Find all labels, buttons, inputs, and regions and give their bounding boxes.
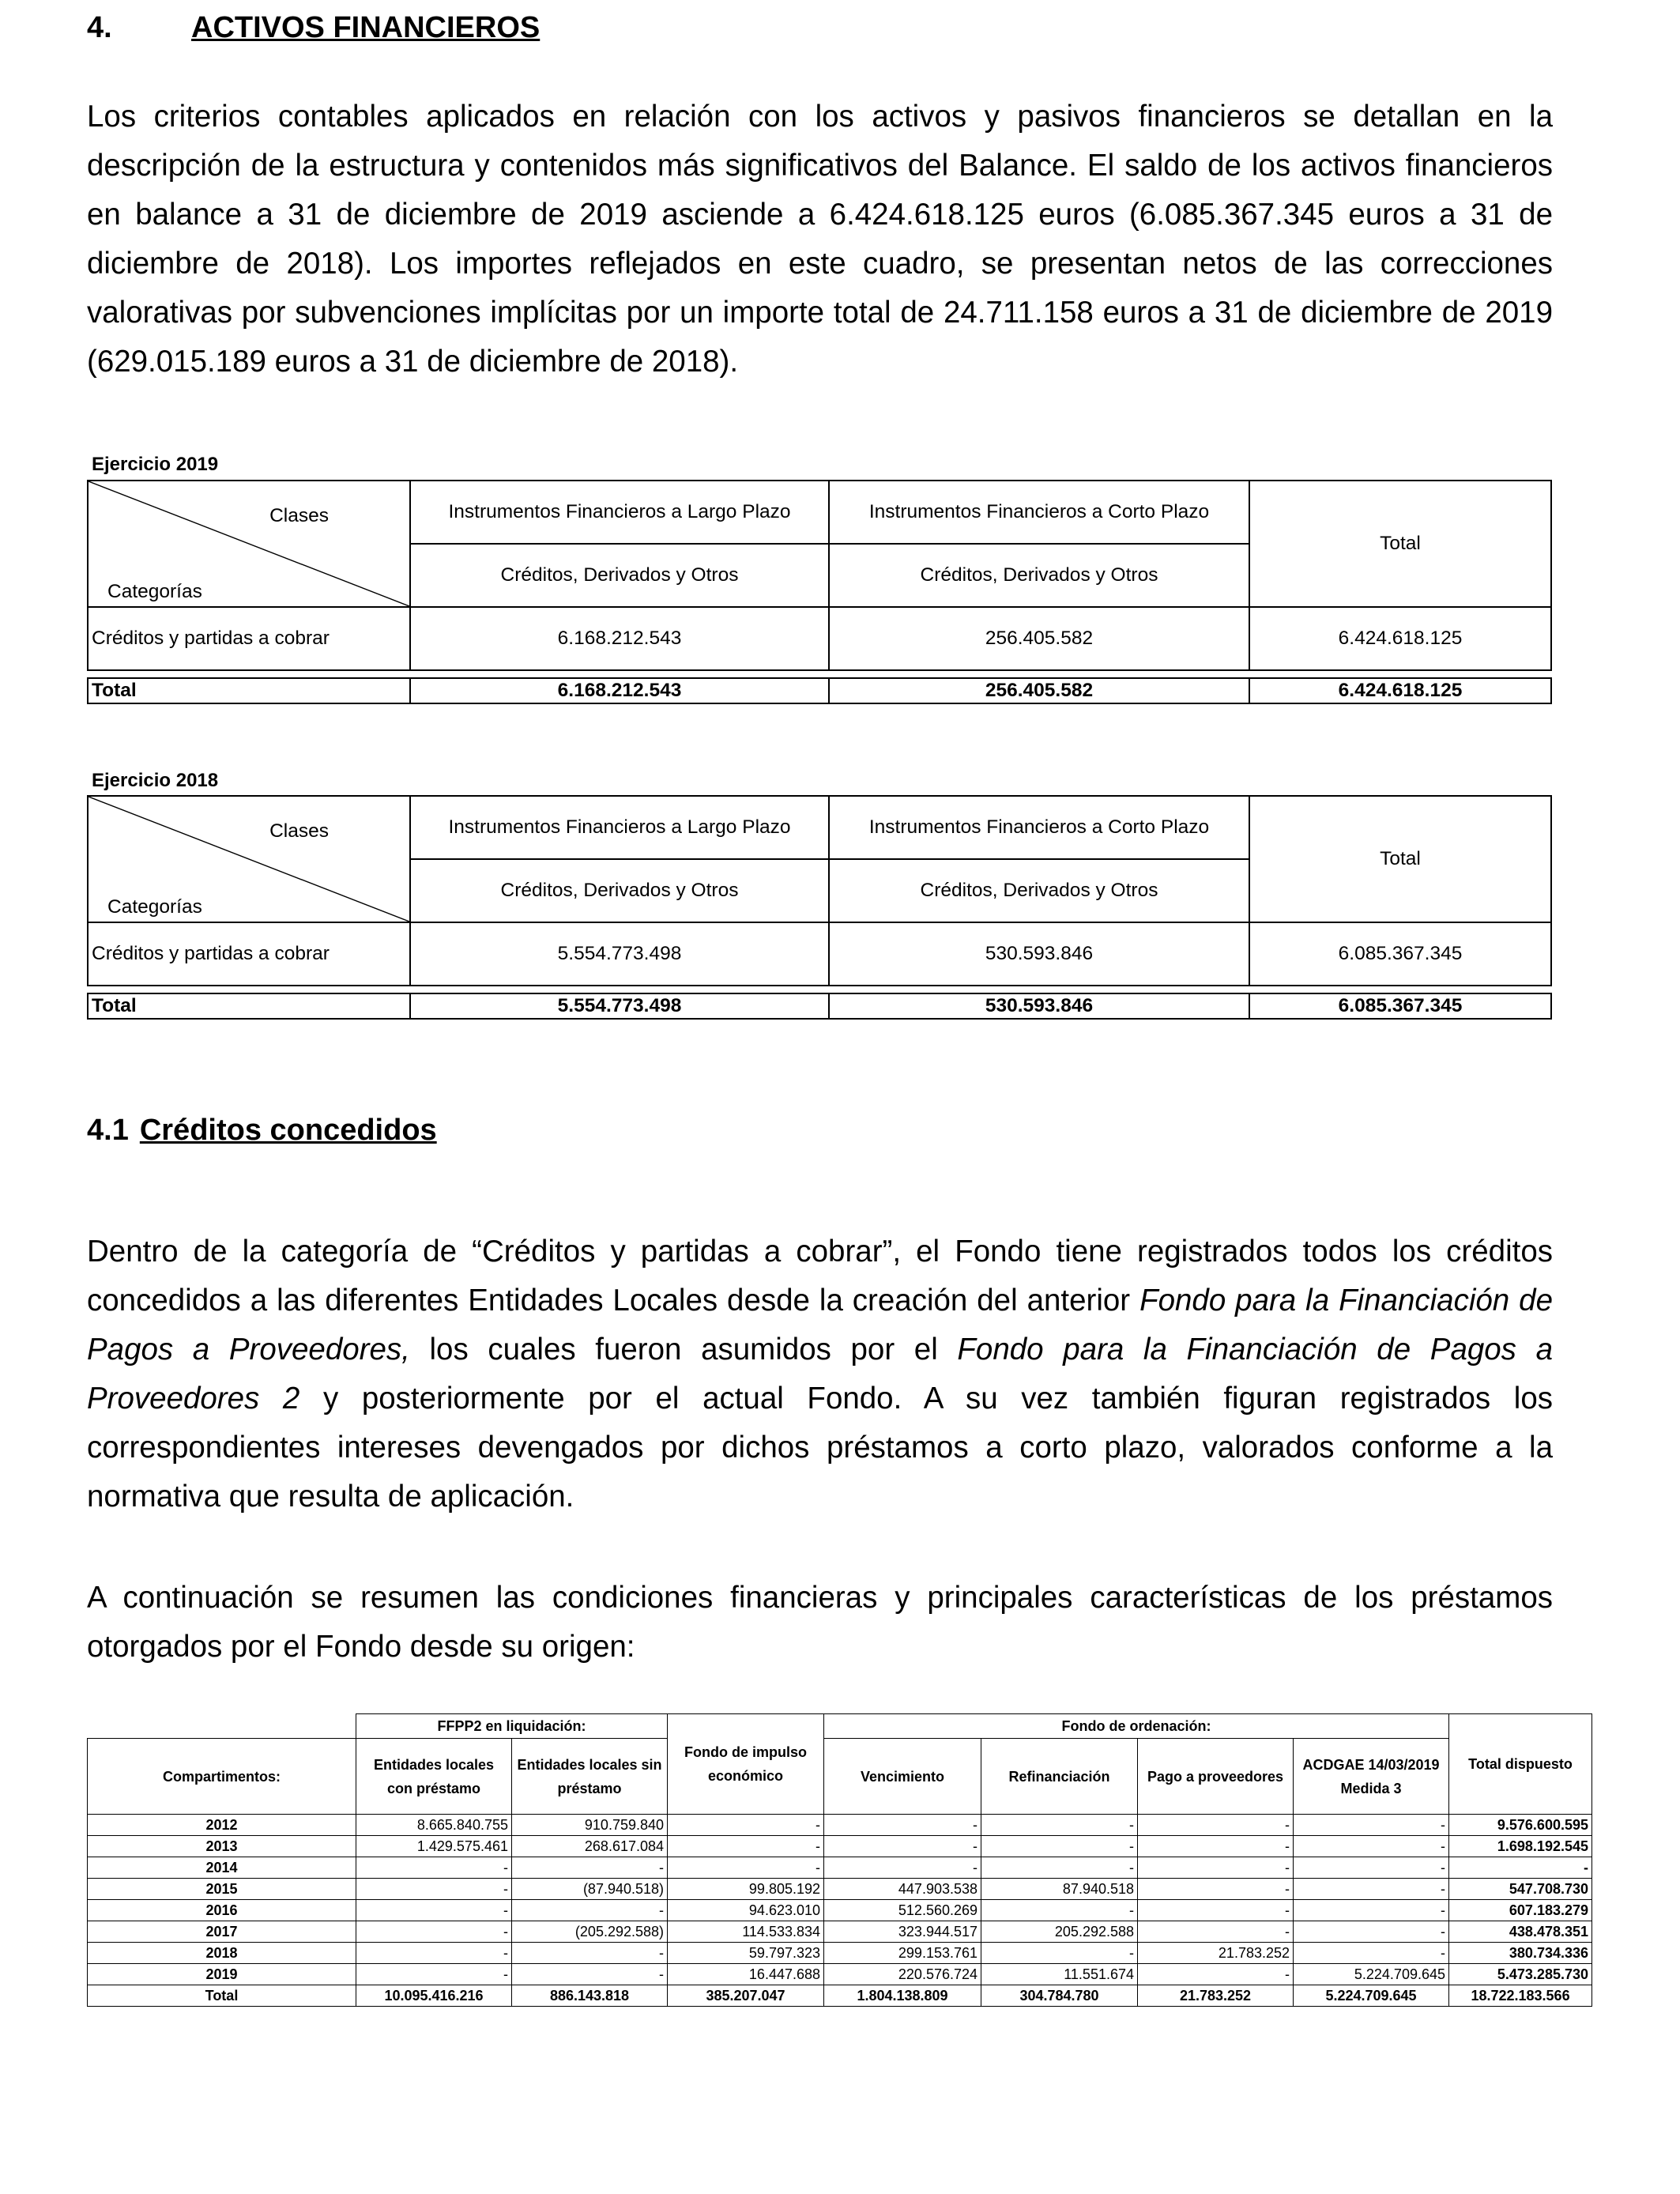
header-total-dispuesto: Total dispuesto bbox=[1449, 1714, 1592, 1815]
summary-paragraph: A continuación se resumen las condiciones financieras y principales características de los préstamos otorgados por el Fondo desde su origen: bbox=[87, 1581, 1553, 1664]
section-number: 4. bbox=[87, 11, 112, 44]
total-corto-plazo: 530.593.846 bbox=[829, 993, 1249, 1019]
cell-con: 8.665.840.755 bbox=[356, 1815, 512, 1836]
table-row bbox=[88, 607, 1551, 670]
cell-ref: - bbox=[981, 1857, 1138, 1879]
cell-sin: - bbox=[512, 1964, 668, 1985]
col-total: Total bbox=[1249, 481, 1551, 607]
cell-sin: (205.292.588) bbox=[512, 1921, 668, 1943]
cell-ven: 512.560.269 bbox=[824, 1900, 981, 1921]
cell-con: 1.429.575.461 bbox=[356, 1836, 512, 1857]
row-year: 2012 bbox=[88, 1815, 356, 1836]
total-pago-proveedores: 21.783.252 bbox=[1138, 1985, 1294, 2007]
total-impulso: 385.207.047 bbox=[668, 1985, 824, 2007]
total-total: 6.085.367.345 bbox=[1249, 993, 1551, 1019]
header-diagonal-cell bbox=[88, 796, 410, 922]
row-year: 2014 bbox=[88, 1857, 356, 1879]
loans-table bbox=[87, 1713, 1592, 2007]
cell-pago: - bbox=[1138, 1836, 1294, 1857]
sub-largo-plazo: Créditos, Derivados y Otros bbox=[410, 859, 829, 922]
total-vencimiento: 1.804.138.809 bbox=[824, 1985, 981, 2007]
cell-imp: 94.623.010 bbox=[668, 1900, 824, 1921]
cell-corto-plazo: 256.405.582 bbox=[829, 607, 1249, 670]
cell-imp: - bbox=[668, 1815, 824, 1836]
total-corto-plazo: 256.405.582 bbox=[829, 678, 1249, 703]
column-header-row bbox=[88, 1739, 1592, 1815]
cell-acd: 5.224.709.645 bbox=[1294, 1964, 1449, 1985]
cell-ref: 87.940.518 bbox=[981, 1879, 1138, 1900]
table-row bbox=[88, 1921, 1592, 1943]
subsection-heading bbox=[87, 1114, 437, 1148]
header-sin-prestamo: Entidades locales sin préstamo bbox=[512, 1739, 668, 1815]
loans-total-row bbox=[88, 1985, 1592, 2007]
cell-acd: - bbox=[1294, 1879, 1449, 1900]
total-sin-prestamo: 886.143.818 bbox=[512, 1985, 668, 2007]
cell-imp: 99.805.192 bbox=[668, 1879, 824, 1900]
sub-corto-plazo: Créditos, Derivados y Otros bbox=[829, 544, 1249, 607]
row-year: 2016 bbox=[88, 1900, 356, 1921]
cell-tot: 547.708.730 bbox=[1449, 1879, 1592, 1900]
cell-con: - bbox=[356, 1964, 512, 1985]
cell-acd: - bbox=[1294, 1836, 1449, 1857]
clases-label: Clases bbox=[269, 505, 329, 526]
row-year: 2017 bbox=[88, 1921, 356, 1943]
cell-pago: - bbox=[1138, 1964, 1294, 1985]
table-row bbox=[88, 922, 1551, 986]
cell-imp: 16.447.688 bbox=[668, 1964, 824, 1985]
row-year: 2015 bbox=[88, 1879, 356, 1900]
clases-label: Clases bbox=[269, 820, 329, 842]
cell-ref: - bbox=[981, 1836, 1138, 1857]
header-acdgae: ACDGAE 14/03/2019 Medida 3 bbox=[1294, 1739, 1449, 1815]
total-con-prestamo: 10.095.416.216 bbox=[356, 1985, 512, 2007]
total-largo-plazo: 6.168.212.543 bbox=[410, 678, 829, 703]
financial-assets-table-2018 bbox=[87, 795, 1552, 1020]
row-label: Créditos y partidas a cobrar bbox=[88, 607, 410, 670]
table-caption-2018: Ejercicio 2018 bbox=[92, 770, 219, 791]
cell-tot: 1.698.192.545 bbox=[1449, 1836, 1592, 1857]
cell-sin: (87.940.518) bbox=[512, 1879, 668, 1900]
cell-pago: - bbox=[1138, 1857, 1294, 1879]
cell-imp: - bbox=[668, 1857, 824, 1879]
header-impulso: Fondo de impulso económico bbox=[668, 1714, 824, 1815]
total-row bbox=[88, 993, 1551, 1019]
cell-ref: - bbox=[981, 1943, 1138, 1964]
total-acdgae: 5.224.709.645 bbox=[1294, 1985, 1449, 2007]
cell-total: 6.424.618.125 bbox=[1249, 607, 1551, 670]
cell-acd: - bbox=[1294, 1815, 1449, 1836]
table-row bbox=[88, 1900, 1592, 1921]
cell-sin: - bbox=[512, 1900, 668, 1921]
para-text: Dentro de la categoría de “Créditos y partidas a cobrar”, el Fondo tiene registrados todos los créditos concedidos a las diferentes Entidades Locales desde la creación del anterior bbox=[87, 1235, 1553, 1318]
para-italic-fund-2: Fondo para la Financiación de Pagos a Proveedores 2 bbox=[87, 1333, 1553, 1416]
row-year: 2013 bbox=[88, 1836, 356, 1857]
header-refinanciacion: Refinanciación bbox=[981, 1739, 1138, 1815]
cell-con: - bbox=[356, 1879, 512, 1900]
cell-pago: - bbox=[1138, 1815, 1294, 1836]
cell-sin: - bbox=[512, 1943, 668, 1964]
cell-ven: 220.576.724 bbox=[824, 1964, 981, 1985]
cell-tot: 380.734.336 bbox=[1449, 1943, 1592, 1964]
col-largo-plazo: Instrumentos Financieros a Largo Plazo bbox=[410, 481, 829, 544]
categorias-label: Categorías bbox=[107, 896, 202, 918]
cell-ven: 323.944.517 bbox=[824, 1921, 981, 1943]
cell-imp: - bbox=[668, 1836, 824, 1857]
total-refinanciacion: 304.784.780 bbox=[981, 1985, 1138, 2007]
cell-largo-plazo: 6.168.212.543 bbox=[410, 607, 829, 670]
cell-tot: 607.183.279 bbox=[1449, 1900, 1592, 1921]
subsection-title: Créditos concedidos bbox=[139, 1114, 437, 1147]
group-ordenacion: Fondo de ordenación: bbox=[824, 1714, 1449, 1739]
section-heading bbox=[87, 11, 540, 45]
col-total: Total bbox=[1249, 796, 1551, 922]
total-row bbox=[88, 678, 1551, 703]
cell-ref: 11.551.674 bbox=[981, 1964, 1138, 1985]
cell-ven: - bbox=[824, 1836, 981, 1857]
cell-con: - bbox=[356, 1943, 512, 1964]
table-row bbox=[88, 1857, 1592, 1879]
cell-ref: - bbox=[981, 1815, 1138, 1836]
cell-ven: - bbox=[824, 1815, 981, 1836]
header-diagonal-cell bbox=[88, 481, 410, 607]
row-label: Créditos y partidas a cobrar bbox=[88, 922, 410, 986]
cell-tot: 438.478.351 bbox=[1449, 1921, 1592, 1943]
cell-total: 6.085.367.345 bbox=[1249, 922, 1551, 986]
cell-sin: - bbox=[512, 1857, 668, 1879]
cell-imp: 59.797.323 bbox=[668, 1943, 824, 1964]
cell-pago: - bbox=[1138, 1921, 1294, 1943]
group-ffpp2: FFPP2 en liquidación: bbox=[356, 1714, 668, 1739]
total-largo-plazo: 5.554.773.498 bbox=[410, 993, 829, 1019]
cell-sin: 910.759.840 bbox=[512, 1815, 668, 1836]
table-row bbox=[88, 1836, 1592, 1857]
table-row bbox=[88, 1943, 1592, 1964]
col-corto-plazo: Instrumentos Financieros a Corto Plazo bbox=[829, 796, 1249, 859]
cell-tot: - bbox=[1449, 1857, 1592, 1879]
group-header-row bbox=[88, 1714, 1592, 1739]
table-row bbox=[88, 1964, 1592, 1985]
cell-ven: 299.153.761 bbox=[824, 1943, 981, 1964]
cell-pago: - bbox=[1138, 1900, 1294, 1921]
row-year: 2018 bbox=[88, 1943, 356, 1964]
table-row bbox=[88, 1815, 1592, 1836]
cell-acd: - bbox=[1294, 1900, 1449, 1921]
table-caption-2019: Ejercicio 2019 bbox=[92, 454, 219, 475]
sub-corto-plazo: Créditos, Derivados y Otros bbox=[829, 859, 1249, 922]
cell-ven: 447.903.538 bbox=[824, 1879, 981, 1900]
total-dispuesto: 18.722.183.566 bbox=[1449, 1985, 1592, 2007]
cell-con: - bbox=[356, 1857, 512, 1879]
intro-paragraph: Los criterios contables aplicados en relación con los activos y pasivos financieros se detallan en la descripción de la estructura y contenidos más significativos del Balance. El saldo de los activos financieros en balance a 31 de diciembre de 2019 asciende a 6.424.618.125 euros (6.085.367.345 euros a 31 de diciembre de 2018). Los importes reflejados en este cuadro, se presentan netos de las correcciones valorativas por subvenciones implícitas por un importe total de 24.711.158 euros a 31 de diciembre de 2019 (629.015.189 euros a 31 de diciembre de 2018). bbox=[87, 100, 1553, 379]
para-italic-fund-1: Fondo para la Financiación de Pagos a Proveedores, bbox=[87, 1284, 1553, 1367]
cell-sin: 268.617.084 bbox=[512, 1836, 668, 1857]
total-label: Total bbox=[88, 993, 410, 1019]
col-corto-plazo: Instrumentos Financieros a Corto Plazo bbox=[829, 481, 1249, 544]
cell-largo-plazo: 5.554.773.498 bbox=[410, 922, 829, 986]
para-text: los cuales fueron asumidos por el bbox=[409, 1333, 958, 1367]
para-text: y posteriormente por el actual Fondo. A su vez también figuran registrados los correspondientes intereses devengados por dichos préstamos a corto plazo, valorados conforme a la normativa que resulta de aplicación. bbox=[87, 1382, 1553, 1514]
cell-ref: - bbox=[981, 1900, 1138, 1921]
cell-corto-plazo: 530.593.846 bbox=[829, 922, 1249, 986]
header-vencimiento: Vencimiento bbox=[824, 1739, 981, 1815]
cell-tot: 9.576.600.595 bbox=[1449, 1815, 1592, 1836]
cell-imp: 114.533.834 bbox=[668, 1921, 824, 1943]
cell-acd: - bbox=[1294, 1943, 1449, 1964]
cell-pago: 21.783.252 bbox=[1138, 1943, 1294, 1964]
cell-tot: 5.473.285.730 bbox=[1449, 1964, 1592, 1985]
total-label: Total bbox=[88, 678, 410, 703]
cell-acd: - bbox=[1294, 1857, 1449, 1879]
categorias-label: Categorías bbox=[107, 581, 202, 602]
total-total: 6.424.618.125 bbox=[1249, 678, 1551, 703]
cell-acd: - bbox=[1294, 1921, 1449, 1943]
subsection-number: 4.1 bbox=[87, 1114, 129, 1147]
cell-con: - bbox=[356, 1900, 512, 1921]
cell-pago: - bbox=[1138, 1879, 1294, 1900]
row-year: 2019 bbox=[88, 1964, 356, 1985]
cell-con: - bbox=[356, 1921, 512, 1943]
creditos-paragraph bbox=[87, 1227, 1553, 1521]
table-row bbox=[88, 1879, 1592, 1900]
section-title: ACTIVOS FINANCIEROS bbox=[191, 11, 541, 44]
total-label: Total bbox=[88, 1985, 356, 2007]
header-pago-proveedores: Pago a proveedores bbox=[1138, 1739, 1294, 1815]
header-con-prestamo: Entidades locales con préstamo bbox=[356, 1739, 512, 1815]
header-compartimentos: Compartimentos: bbox=[88, 1739, 356, 1815]
sub-largo-plazo: Créditos, Derivados y Otros bbox=[410, 544, 829, 607]
cell-ven: - bbox=[824, 1857, 981, 1879]
cell-ref: 205.292.588 bbox=[981, 1921, 1138, 1943]
financial-assets-table-2019 bbox=[87, 480, 1552, 704]
col-largo-plazo: Instrumentos Financieros a Largo Plazo bbox=[410, 796, 829, 859]
